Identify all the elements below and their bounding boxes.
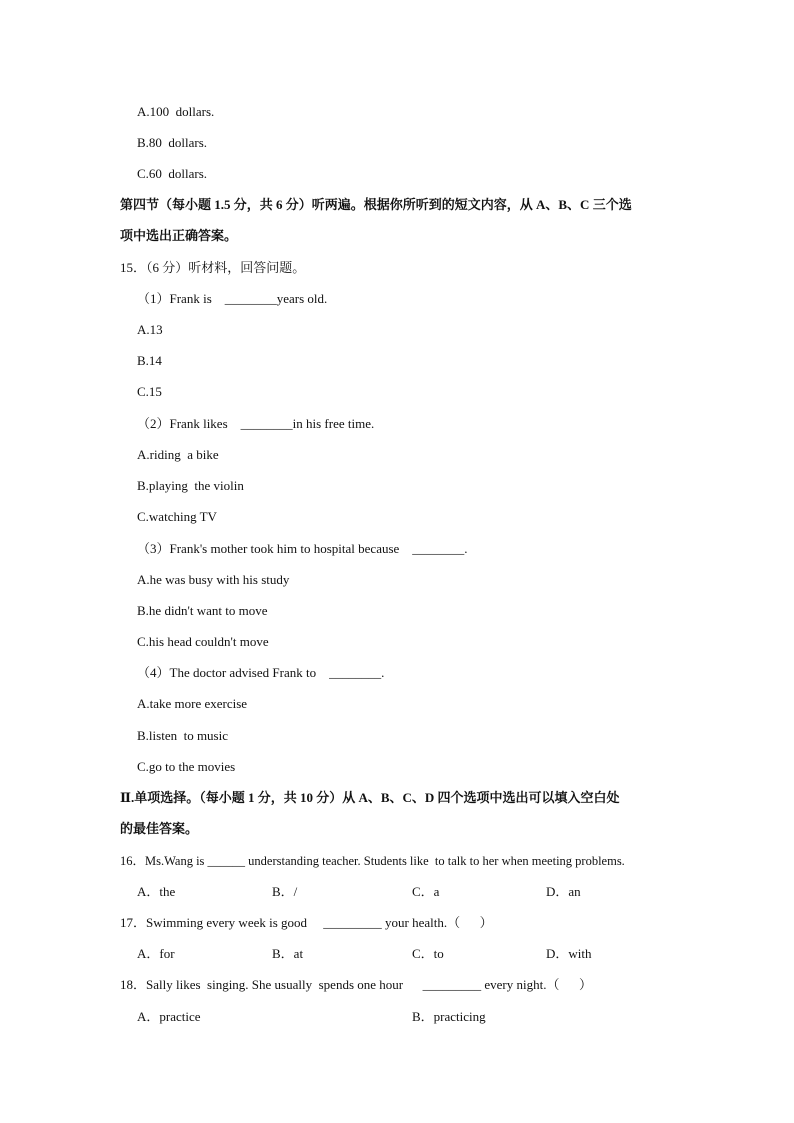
q15-sub4-option-a: A.take more exercise (137, 696, 248, 711)
q15-sub1-option-a: A.13 (137, 322, 163, 337)
q17-option-a: A．for (137, 946, 175, 961)
q17-stem: 17．Swimming every week is good _________ your health.（ ） (120, 915, 493, 930)
q16-option-c: C．a (412, 884, 440, 899)
q17-option-b: B．at (272, 946, 304, 961)
q15-sub4-option-c: C.go to the movies (137, 759, 236, 774)
q15-sub3-option-a: A.he was busy with his study (137, 572, 290, 587)
section4-heading-line1: 第四节（每小题 1.5 分，共 6 分）听两遍。根据你所听到的短文内容，从 A、B、C 三个选 (120, 197, 632, 212)
q18-option-a: A．practice (137, 1009, 201, 1024)
q15-sub3-option-c: C.his head couldn't move (137, 634, 269, 649)
q16-stem: 16．Ms.Wang is ______ understanding teacher. Students like to talk to her when meeting problems. (120, 854, 625, 868)
q15-sub2-option-b: B.playing the violin (137, 478, 244, 493)
q18-stem: 18．Sally likes singing. She usually spends one hour _________ every night.（ ） (120, 977, 592, 992)
q14-option-b: B.80 dollars. (137, 135, 208, 150)
q15-sub2: （2）Frank likes ________in his free time. (137, 416, 375, 431)
q15-sub1-option-c: C.15 (137, 384, 162, 399)
q17-option-d: D．with (546, 946, 592, 961)
q18-option-b: B．practicing (412, 1009, 486, 1024)
q15-sub4-option-b: B.listen to music (137, 728, 228, 743)
q16-option-a: A．the (137, 884, 176, 899)
q14-option-c: C.60 dollars. (137, 166, 208, 181)
q15-sub3: （3）Frank's mother took him to hospital because ________. (137, 541, 468, 556)
q15-sub3-option-b: B.he didn't want to move (137, 603, 268, 618)
section4-heading-line2: 项中选出正确答案。 (120, 228, 238, 243)
q17-option-c: C．to (412, 946, 444, 961)
q15-sub1: （1）Frank is ________years old. (137, 291, 328, 306)
q15-sub2-option-a: A.riding a bike (137, 447, 219, 462)
q15-stem: 15．（6 分）听材料，回答问题。 (120, 260, 306, 275)
q15-sub2-option-c: C.watching TV (137, 509, 217, 524)
q16-option-b: B．/ (272, 884, 298, 899)
q16-option-d: D．an (546, 884, 581, 899)
q15-sub1-option-b: B.14 (137, 353, 162, 368)
q14-option-a: A.100 dollars. (137, 104, 215, 119)
q15-sub4: （4）The doctor advised Frank to ________. (137, 665, 385, 680)
section2-heading-line1: Ⅱ.单项选择。（每小题 1 分，共 10 分）从 A、B、C、D 四个选项中选出可以填入空白处 (120, 790, 620, 805)
section2-heading-line2: 的最佳答案。 (120, 821, 199, 836)
